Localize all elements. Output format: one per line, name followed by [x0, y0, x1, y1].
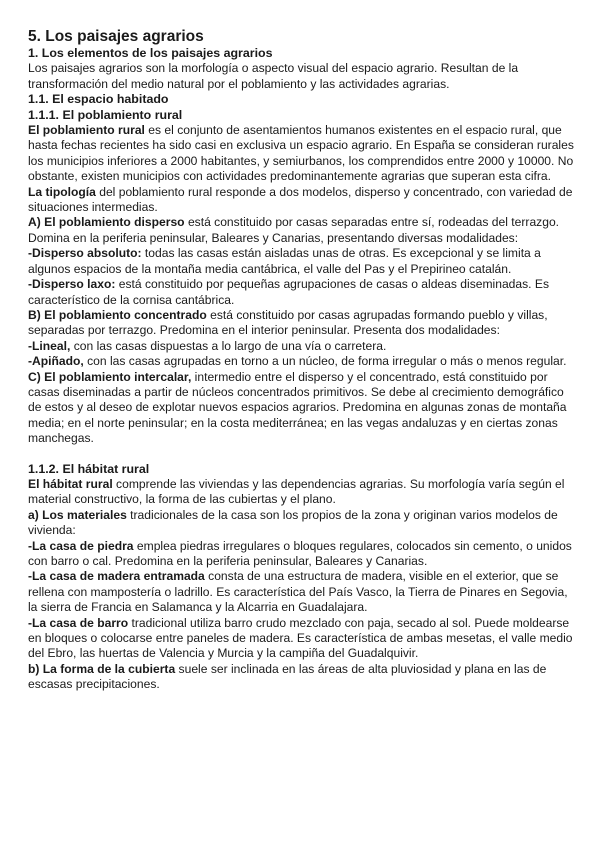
paragraph-text: tradicional utiliza barro crudo mezclado con paja, secado al sol. Puede moldearse en bloques o colocarse entre paneles de madera. Es característica de ambas mesetas, el valle medio del Ebro, las huertas de Valencia y Murcia y la campiña del Guadalquivir.	[28, 615, 573, 661]
paragraph-text: del poblamiento rural responde a dos modelos, disperso y concentrado, con variedad de situaciones intermedias.	[28, 184, 573, 215]
paragraph-text: todas las casas están aisladas unas de otras. Es excepcional y se limita a algunos espacios de la montaña media cantábrica, el valle del Pas y el Prepirineo catalán.	[28, 246, 541, 276]
term: -La casa de madera entramada	[28, 569, 205, 584]
paragraph-text: emplea piedras irregulares o bloques regulares, colocados sin cemento, o unidos con barro o cal. Predomina en la periferia peninsular, Baleares y Canarias.	[28, 538, 572, 568]
paragraph	[28, 662, 578, 693]
paragraph-text: consta de una estructura de madera, visible en el exterior, que se rellena con mampostería o ladrillo. Es característica del País Vasco, la Tierra de Pinares en Segovia, la sierra de Francia en Salamanca y la Alcarria en Guadalajara.	[28, 569, 568, 615]
paragraph-text: es el conjunto de asentamientos humanos existentes en el espacio rural, que hasta fechas recientes ha sido casi en exclusiva un espacio agrario. En España se consideran rurales los municipios inferiores a 2000 habitantes, y semiurbanos, los comprendidos entre 2000 y 10000. No obstante, existen municipios con actividades predominantemente agrarias que superan esta cifra.	[28, 123, 574, 184]
paragraph	[28, 215, 578, 246]
paragraph	[28, 246, 578, 277]
paragraph-text: comprende las viviendas y las dependencias agrarias. Su morfología varía según el material constructivo, la forma de las cubiertas y el plano.	[28, 476, 565, 507]
subsection-heading: 1.1. El espacio habitado	[28, 92, 169, 107]
term: -Apiñado,	[28, 354, 84, 369]
paragraph	[28, 339, 578, 354]
term: A) El poblamiento disperso	[28, 215, 185, 230]
term: -Disperso laxo:	[28, 277, 116, 292]
paragraph-text: está constituido por casas agrupadas formando pueblo y villas, separadas por terrazgo. Predomina en el interior peninsular. Presenta dos modalidades:	[28, 307, 548, 338]
term: El hábitat rural	[28, 476, 113, 491]
paragraph	[28, 616, 578, 662]
term: C) El poblamiento intercalar,	[28, 369, 192, 384]
paragraph-text: intermedio entre el disperso y el concentrado, está constituido por casas diseminadas a partir de núcleos concentrados primitivos. Se debe al crecimiento demográfico de estos y al deseo de explotar nuevos espacios agrarios. Predomina en algunas zonas de montaña media; en el norte peninsular; en la costa mediterránea; en las vegas andaluzas y en ciertas zonas manchegas.	[28, 369, 567, 446]
term: El poblamiento rural	[28, 123, 145, 138]
paragraph	[28, 308, 578, 339]
paragraph	[28, 508, 578, 539]
paragraph	[28, 370, 578, 447]
section-heading: 1. Los elementos de los paisajes agrarios	[28, 46, 273, 60]
term: a) Los materiales	[28, 507, 127, 522]
paragraph	[28, 539, 578, 570]
paragraph-text: está constituido por pequeñas agrupaciones de casas o aldeas diseminadas. Es característico de la cornisa cantábrica.	[28, 277, 550, 307]
paragraph	[28, 477, 578, 508]
term: B) El poblamiento concentrado	[28, 307, 207, 322]
term: -La casa de piedra	[28, 538, 134, 553]
spacer	[28, 447, 578, 462]
paragraph	[28, 123, 578, 185]
paragraph	[28, 569, 578, 615]
term: -Disperso absoluto:	[28, 246, 142, 261]
paragraph	[28, 354, 578, 369]
paragraph-text: con las casas agrupadas en torno a un núcleo, de forma irregular o más o menos regular.	[83, 354, 567, 369]
subsubsection-heading: 1.1.2. El hábitat rural	[28, 461, 150, 476]
intro-paragraph: Los paisajes agrarios son la morfología o aspecto visual del espacio agrario. Resultan de la transformación del medio natural por el poblamiento y las actividades agrarias.	[28, 61, 519, 91]
term: La tipología	[28, 184, 96, 199]
paragraph-text: tradicionales de la casa son los propios de la zona y originan varios modelos de vivienda:	[28, 507, 558, 538]
paragraph-text: con las casas dispuestas a lo largo de una vía o carretera.	[70, 338, 387, 353]
term: -La casa de barro	[28, 615, 129, 630]
paragraph-text: está constituido por casas separadas entre sí, rodeadas del terrazgo. Domina en la periferia peninsular, Baleares y Canarias, presentando diversas modalidades:	[28, 215, 560, 245]
paragraph-text: suele ser inclinada en las áreas de alta pluviosidad y plana en las de escasas precipitaciones.	[28, 661, 547, 692]
term: -Lineal,	[28, 338, 71, 353]
term: b) La forma de la cubierta	[28, 661, 176, 676]
paragraph	[28, 277, 578, 308]
paragraph	[28, 185, 578, 216]
subsubsection-heading: 1.1.1. El poblamiento rural	[28, 107, 183, 122]
page-title: 5. Los paisajes agrarios	[28, 28, 204, 45]
